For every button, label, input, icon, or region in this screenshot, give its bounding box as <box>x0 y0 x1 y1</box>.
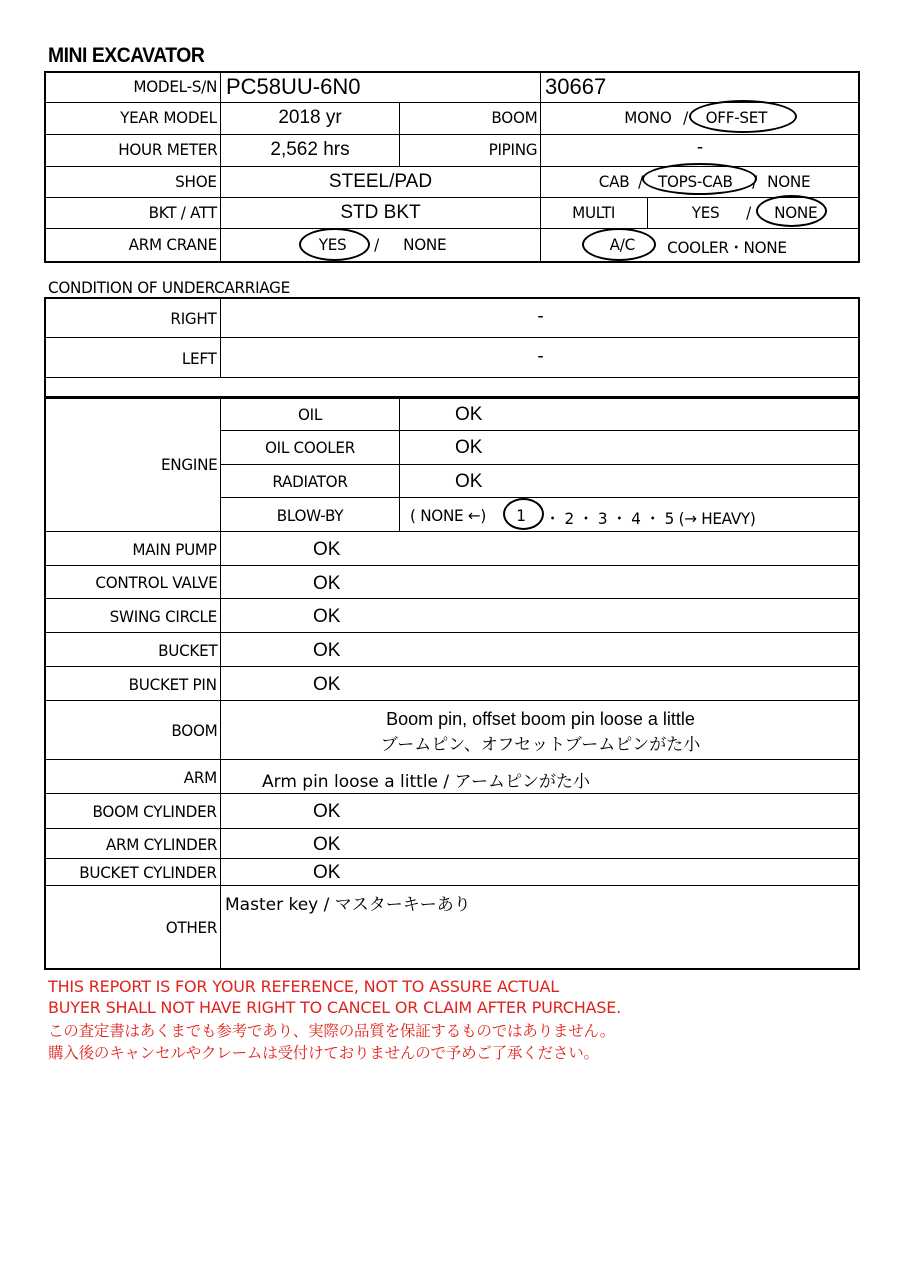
model-sn-label: MODEL-S/N <box>133 77 217 96</box>
cab-option-tops: TOPS-CAB <box>657 172 733 191</box>
piping-label: PIPING <box>488 140 537 159</box>
bkt-att-value: STD BKT <box>340 202 421 223</box>
serial-value: 30667 <box>545 74 607 99</box>
arm-crane-label: ARM CRANE <box>128 235 217 254</box>
boom-label: BOOM <box>170 721 217 740</box>
bucket-label: BUCKET <box>157 641 217 660</box>
boom-option-mono: MONO <box>624 108 672 127</box>
disclaimer-line-3: この査定書はあくまでも参考であり、実際の品質を保証するものではありません。 <box>48 1022 616 1040</box>
control-valve-label: CONTROL VALVE <box>95 573 217 592</box>
bucket-cylinder-label: BUCKET CYLINDER <box>79 863 217 882</box>
boom-condition-en: Boom pin, offset boom pin loose a little <box>386 709 695 729</box>
boom-option-offset: OFF-SET <box>705 108 768 127</box>
cab-label: CAB <box>598 172 630 191</box>
disclaimer-line-2: BUYER SHALL NOT HAVE RIGHT TO CANCEL OR CLAIM AFTER PURCHASE. <box>48 998 622 1017</box>
cab-option-none: NONE <box>767 172 811 191</box>
undercarriage-left-label: LEFT <box>182 349 217 368</box>
blow-by-level-1: 1 <box>516 506 526 525</box>
disclaimer-line-1: THIS REPORT IS FOR YOUR REFERENCE, NOT TO ASSURE ACTUAL <box>48 977 559 996</box>
arm-crane-none: NONE <box>403 235 447 254</box>
bucket-pin-label: BUCKET PIN <box>128 675 217 694</box>
boom-cylinder-value: OK <box>313 801 341 822</box>
bkt-att-label: BKT / ATT <box>148 203 217 222</box>
boom-cylinder-label: BOOM CYLINDER <box>92 802 217 821</box>
boom-offset-circle-mark <box>689 100 797 133</box>
arm-label: ARM <box>183 768 217 787</box>
cab-tops-circle-mark <box>642 163 757 195</box>
ac-other-options: COOLER・NONE <box>667 238 787 257</box>
blow-by-scale-rest: ・ 2 ・ 3 ・ 4 ・ 5 (→ HEAVY) <box>545 509 756 528</box>
undercarriage-right-value: - <box>537 306 544 327</box>
hour-meter-value: 2,562 hrs <box>270 139 350 160</box>
blow-by-level-1-circle-mark <box>503 498 544 530</box>
main-pump-value: OK <box>313 539 341 560</box>
model-value: PC58UU-6N0 <box>226 74 361 99</box>
undercarriage-right-label: RIGHT <box>170 309 217 328</box>
blow-by-none-scale: ( NONE ←) <box>410 506 487 525</box>
arm-crane-slash: / <box>374 235 379 254</box>
ac-option: A/C <box>609 235 635 254</box>
engine-radiator-value: OK <box>455 471 483 492</box>
arm-condition: Arm pin loose a little / アームピンがた小 <box>262 772 591 792</box>
ac-circle-mark <box>582 228 656 261</box>
other-value: Master key / マスターキーあり <box>225 895 471 915</box>
control-valve-value: OK <box>313 573 341 594</box>
multi-yes: YES <box>691 203 720 222</box>
arm-cylinder-value: OK <box>313 834 341 855</box>
engine-oil-cooler-value: OK <box>455 437 483 458</box>
boom-type-label: BOOM <box>490 108 537 127</box>
engine-label: ENGINE <box>160 455 217 474</box>
year-model-value: 2018 yr <box>278 107 342 128</box>
disclaimer-line-4: 購入後のキャンセルやクレームは受付けておりませんので予めご了承ください。 <box>48 1044 599 1062</box>
cab-slash-2: / <box>752 172 757 191</box>
engine-oil-value: OK <box>455 404 483 425</box>
engine-blow-by-label: BLOW-BY <box>276 506 344 525</box>
shoe-label: SHOE <box>175 172 217 191</box>
bucket-pin-value: OK <box>313 674 341 695</box>
bucket-cylinder-value: OK <box>313 862 341 883</box>
other-label: OTHER <box>165 918 217 937</box>
boom-condition-ja: ブームピン、オフセットブームピンがた小 <box>380 735 701 755</box>
year-model-label: YEAR MODEL <box>120 108 217 127</box>
shoe-value: STEEL/PAD <box>328 171 433 192</box>
engine-oil-cooler-label: OIL COOLER <box>264 438 356 457</box>
main-pump-label: MAIN PUMP <box>132 540 217 559</box>
undercarriage-left-value: - <box>537 346 544 367</box>
bucket-value: OK <box>313 640 341 661</box>
arm-crane-yes-circle-mark <box>299 228 370 261</box>
engine-radiator-label: RADIATOR <box>272 472 348 491</box>
boom-option-slash: / <box>683 108 688 127</box>
page-title: MINI EXCAVATOR <box>48 44 205 67</box>
multi-slash: / <box>746 203 751 222</box>
arm-cylinder-label: ARM CYLINDER <box>105 835 217 854</box>
piping-value: - <box>696 137 704 158</box>
engine-oil-label: OIL <box>297 405 323 424</box>
multi-none: NONE <box>774 203 818 222</box>
swing-circle-value: OK <box>313 606 341 627</box>
multi-label: MULTI <box>572 203 616 222</box>
arm-crane-yes: YES <box>318 235 347 254</box>
cab-slash-1: / <box>638 172 643 191</box>
multi-none-circle-mark <box>756 195 827 227</box>
undercarriage-heading: CONDITION OF UNDERCARRIAGE <box>48 278 290 297</box>
swing-circle-label: SWING CIRCLE <box>109 607 217 626</box>
hour-meter-label: HOUR METER <box>117 140 217 159</box>
